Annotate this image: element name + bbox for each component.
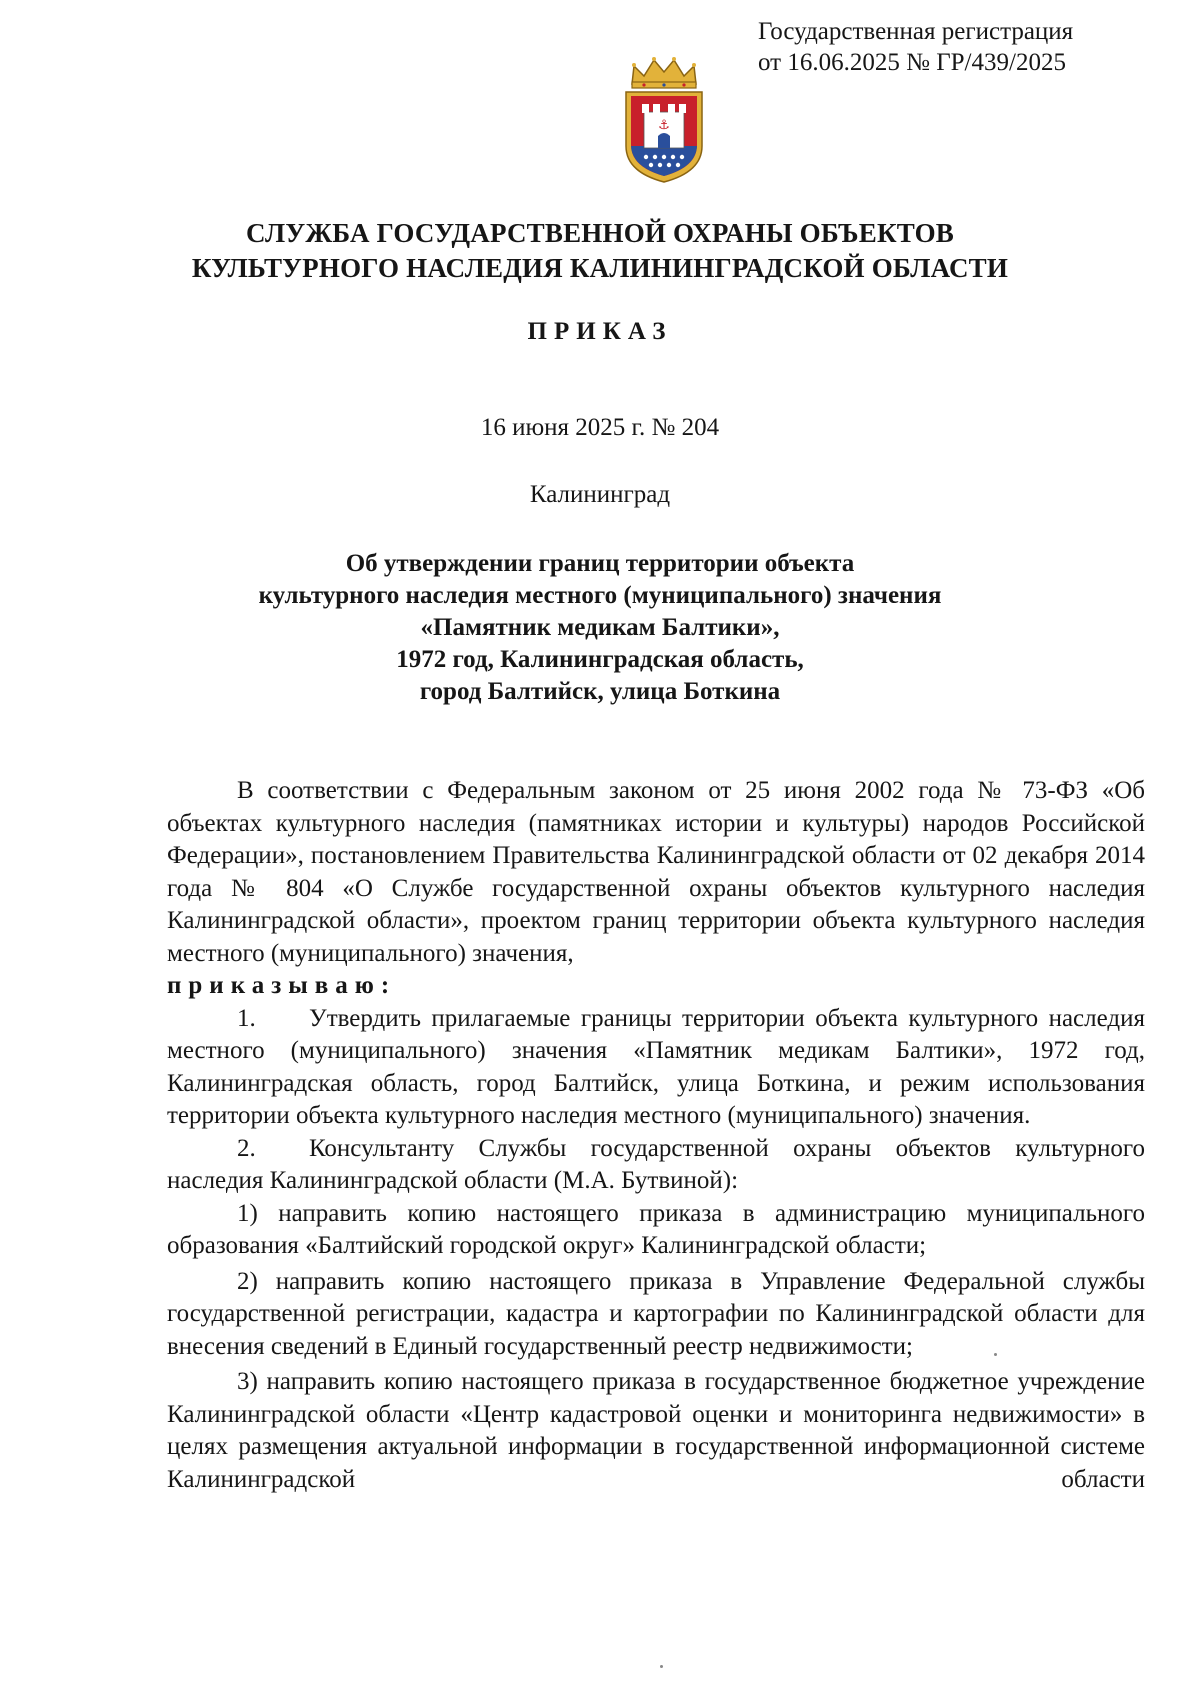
item-2-text: Консультанту Службы государственной охраны объектов культурного наследия Калининградской области (М.А. Бутвиной): <box>167 1134 1145 1194</box>
issue-city: Калининград <box>529 481 671 508</box>
subitem-2 <box>167 1266 1145 1364</box>
svg-text:⚓: ⚓ <box>658 118 670 133</box>
state-registration-stamp <box>758 16 1073 78</box>
order-title-line-2: культурного наследия местного (муниципального) значения <box>258 582 942 609</box>
order-word: приказываю: <box>167 972 397 999</box>
kaliningrad-coat-of-arms-icon <box>614 54 714 186</box>
preamble-paragraph <box>167 775 1145 970</box>
subitem-2-text: 2) направить копию настоящего приказа в Управление Федеральной службы государственной регистрации, кадастра и картографии по Калининградской области для внесения сведений в Единый государственный реестр недвижимости; <box>167 1267 1145 1360</box>
item-1 <box>167 1003 1145 1133</box>
order-body <box>167 775 1145 1496</box>
order-date-number: 16 июня 2025 г. № 204 <box>480 414 720 441</box>
registration-line-1: Государственная регистрация <box>758 18 1074 45</box>
subitem-1-text: 1) направить копию настоящего приказа в администрацию муниципального образования «Балтийский городской округ» Калининградской области; <box>167 1199 1145 1259</box>
subitem-1 <box>167 1198 1145 1263</box>
order-title <box>0 548 1200 708</box>
subitem-3 <box>167 1366 1145 1496</box>
item-2-number: 2. <box>237 1134 256 1162</box>
scan-speck <box>994 1353 997 1356</box>
organization-name-line-1: СЛУЖБА ГОСУДАРСТВЕННОЙ ОХРАНЫ ОБЪЕКТОВ <box>246 218 954 248</box>
item-2 <box>167 1133 1145 1198</box>
item-1-number: 1. <box>237 1004 256 1032</box>
order-title-line-3: «Памятник медикам Балтики», <box>420 614 780 641</box>
order-word-paragraph <box>167 970 1145 1003</box>
order-title-line-4: 1972 год, Калининградская область, <box>396 646 804 673</box>
preamble-text: В соответствии с Федеральным законом от 25 июня 2002 года № 73-ФЗ «Об объектах культурного наследия (памятниках истории и культуры) народов Российской Федерации», постановлением Правительства Калининградской области от 02 декабря 2014 года № 804 «О Службе государственной охраны объектов культурного наследия Калининградской области», проектом границ территории объекта культурного наследия местного (муниципального) значения, <box>167 777 1145 967</box>
organization-name-line-2: КУЛЬТУРНОГО НАСЛЕДИЯ КАЛИНИНГРАДСКОЙ ОБЛАСТИ <box>191 253 1009 283</box>
order-title-line-5: город Балтийск, улица Боткина <box>419 678 781 705</box>
document-type: ПРИКАЗ <box>527 318 673 345</box>
scan-speck <box>660 1665 663 1668</box>
registration-line-2: от 16.06.2025 № ГР/439/2025 <box>758 49 1066 76</box>
order-title-line-1: Об утверждении границ территории объекта <box>345 550 855 577</box>
organization-name <box>0 216 1200 286</box>
subitem-3-text: 3) направить копию настоящего приказа в государственное бюджетное учреждение Калининградской области «Центр кадастровой оценки и мониторинга недвижимости» в целях размещения актуальной информации в государственной информационной системе Калининградской области <box>167 1368 1145 1493</box>
item-1-text: Утвердить прилагаемые границы территории объекта культурного наследия местного (муниципального) значения «Памятник медикам Балтики», 1972 год, Калининградская область, город Балтийск, улица Боткина, и режим использования территории объекта культурного наследия местного (муниципального) значения. <box>167 1004 1145 1129</box>
crown-icon <box>632 57 696 88</box>
